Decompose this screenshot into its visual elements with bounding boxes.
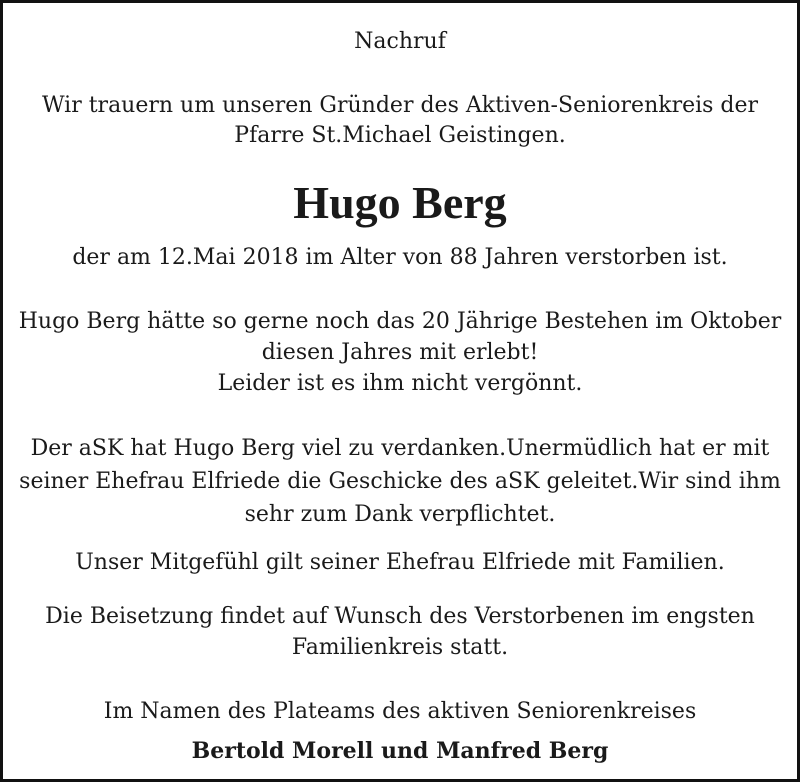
- paragraph-1-line-3: Leider ist es ihm nicht vergönnt.: [217, 371, 583, 396]
- intro-line-2: Pfarre St.Michael Geistingen.: [234, 123, 566, 148]
- condolence-line: Unser Mitgefühl gilt seiner Ehefrau Elfriede mit Familien.: [75, 550, 725, 575]
- burial-line-2: Familienkreis statt.: [291, 635, 509, 660]
- signatories: Bertold Morell und Manfred Berg: [191, 738, 609, 764]
- paragraph-2-line-2: seiner Ehefrau Elfriede die Geschicke des aSK geleitet.Wir sind ihm: [19, 469, 781, 494]
- paragraph-1-line-1: Hugo Berg hätte so gerne noch das 20 Jährige Bestehen im Oktober: [18, 309, 782, 334]
- intro-line-1: Wir trauern um unseren Gründer des Aktiven-Seniorenkreis der: [41, 93, 759, 118]
- paragraph-1-line-2: diesen Jahres mit erlebt!: [261, 340, 539, 365]
- notice-heading: Nachruf: [354, 29, 446, 54]
- burial-line-1: Die Beisetzung findet auf Wunsch des Verstorbenen im engsten: [45, 604, 755, 629]
- death-date-line: der am 12.Mai 2018 im Alter von 88 Jahren verstorben ist.: [72, 245, 728, 270]
- paragraph-2-line-1: Der aSK hat Hugo Berg viel zu verdanken.Unermüdlich hat er mit: [30, 436, 770, 461]
- on-behalf-line: Im Namen des Plateams des aktiven Seniorenkreises: [103, 699, 697, 724]
- deceased-name: Hugo Berg: [293, 177, 507, 228]
- paragraph-2-line-3: sehr zum Dank verpflichtet.: [244, 502, 556, 527]
